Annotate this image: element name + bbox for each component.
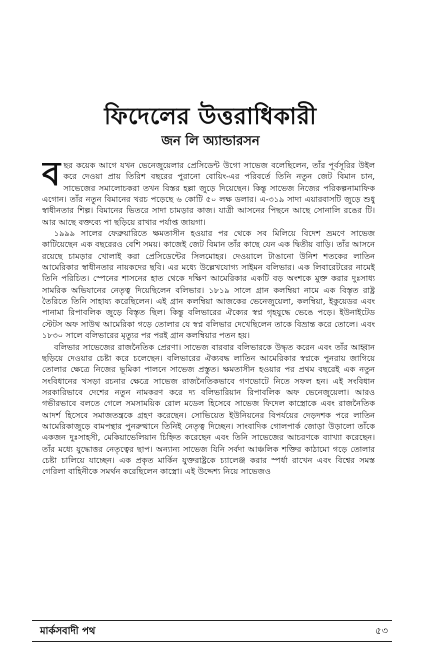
paragraph-3: বলিভার সাভেজের রাজনৈতিক প্রেরণা। সাভেজ বারবার বলিভারকে উদ্ধৃত করেন এবং তাঁর আহ্বান ছড়িয়ে দেওয়ার চেষ্টা করে চলেছেন। বলিভারের ঐক্যবদ্ধ লাতিন আমেরিকার স্বপ্নকে পুনরায় জাগিয়ে তোলার ক্ষেত্রে নিজের ভূমিকা পালনে সাভেজ প্রস্তুত। ক্ষমতাসীন হওয়ার পর প্রথম বছরেই এক নতুন সংবিধানের খসড়া রচনার ক্ষেত্রে সাভেজ রাজনৈতিকভাবে গণভোটে নিতে সফল হন। এই সংবিধান সরকারিভাবে দেশের নতুন নামকরণ করে দ্য বলিভারিয়ান রিপাবলিক অফ ভেনেজুয়েলা। আরও গভীরভাবে বলতে গেলে সমসাময়িক রোল মডেল হিসেবে সাভেজ ফিদেল কাস্ত্রোকে এবং রাজনৈতিক আদর্শ হিসেবে সমাজতন্ত্রকে গ্রহণ করেছেন। সোভিয়েত ইউনিয়নের বিপর্যয়ের দেড়দশক পরে লাতিন আমেরিকাজুড়ে বামপন্থার পুনরুত্থানে তিনিই নেতৃত্ব দিচ্ছেন। সাংবাদিক গোলপার্ক জোড়া উড়ালো তাঁকে একজন দুঃসাহসী, মেকিয়াভেলিয়ান চিহ্নিত করেছেন এবং তিনি সাভেজের আচরণকে ব্যাখ্যা করেছেন। তাঁর মধ্যে যুদ্ধোত্তর নেতৃত্বের ছাপ। অন্যান্য সাভেজ যিনি সর্বদা আঞ্চলিক শক্তির কাঠামো গড়ে তোলার চেষ্টা চালিয়ে যাচ্ছেন। এক প্রকৃত মার্কিন যুক্তরাষ্ট্রকে চ্যালেঞ্জ করার স্পর্ধা রাখেন এবং বিশ্বের সমস্ত গেরিলা বাহিনীকে সমর্থন করেছিলেন কাস্ত্রো। এই উদ্দেশ্য নিয়ে সাভেজও [42,341,375,477]
article-body [42,160,375,592]
page-number: ৫৩ [375,626,388,637]
paragraph-1 [42,160,375,228]
article-title: ফিদেলের উত্তরাধিকারী [104,104,317,130]
paragraph-1-text: ছর কয়েক আগে যখন ভেনেজুয়েলার প্রেসিডেন্ট উগো সাভেজ বলেছিলেন, তাঁর পূর্বসূরির উইল করে দেওয়া প্রায় তিরিশ বছরের পুরানো বোয়িং-এর পরিবর্তে তিনি নতুন জেট বিমান চান, সাভেজের সমালোচকরা তখন বিস্তর হল্লা জুড়ে দিয়েছেন। কিন্তু সাভেজ নিজের পরিকল্পনামাফিক এগোন। তাঁর নতুন বিমানের খরচ পড়েছে ৬ কোটি ৫০ লক্ষ ডলার। এ-৩১৯ সাদা এয়ারবাসটি জুড়ে শুধু স্বাধীনতার শিল্প। বিমানের ভিতরে সাদা চামড়ার কাজ। যাত্রী আসনের পিছনে আছে সোনালি রঙের টি। আর আছে বক্তব্যে পা ছড়িয়ে রাখার পর্যাপ্ত জায়গা। [42,160,375,227]
article-author: জন লি অ্যান্ডারসন [161,134,260,149]
journal-name: মার্কসবাদী পথ [40,626,96,637]
page-footer [32,620,392,642]
paragraph-2: ১৯৯৯ সালের ফেব্রুয়ারিতে ক্ষমতাসীন হওয়ার পর থেকে সব মিলিয়ে বিদেশ ভ্রমণে সাভেজ কাটিয়েছেন এক বছরেরও বেশি সময়। কাজেই জেট বিমান তাঁর কাছে যেন এক দ্বিতীয় বাড়ি। তাঁর আসনে রয়েছে চামড়ার খোলাই করা প্রেসিডেন্টের সিলমোহর। দেওয়ালে টাঙানো উনিশ শতকের লাতিন আমেরিকার স্বাধীনতার নায়কদের ছবি। এর মধ্যে উল্লেখযোগ্য সাইমন বলিভার। এক লিবারেটরের নামেই তিনি পরিচিত। স্পেনের শাসনের হাত থেকে দক্ষিণ আমেরিকার একটি বড় অংশকে মুক্ত করার দুঃসাধ্য সামরিক অভিযানের নেতৃত্ব দিয়েছিলেন বলিভার। ১৮১৯ সালে গ্রান কলম্বিয়া নামে এক বিস্তৃত রাষ্ট্র তৈরিতে তিনি সাহায্য করেছিলেন। এই গ্রান কলম্বিয়া আজকের ভেনেজুয়েলা, কলম্বিয়া, ইকুয়েডর এবং পানামা রিপাবলিক জুড়ে বিস্তৃত ছিল। কিন্তু বলিভারের ঐক্যের স্বপ্ন গৃহযুদ্ধে ভেঙে পড়ে। ইউনাইটেড স্টেটস অফ সাউথ আমেরিকা গড়ে তোলার যে স্বপ্ন বলিভার দেখেছিলেন তাকে বিভ্রান্ত করে তোলে। এবং ১৮৩০ সালে বলিভারের মৃত্যুর পর পরই গ্রান কলম্বিয়ার পতন হয়। [42,228,375,341]
drop-cap: ব [42,160,61,193]
